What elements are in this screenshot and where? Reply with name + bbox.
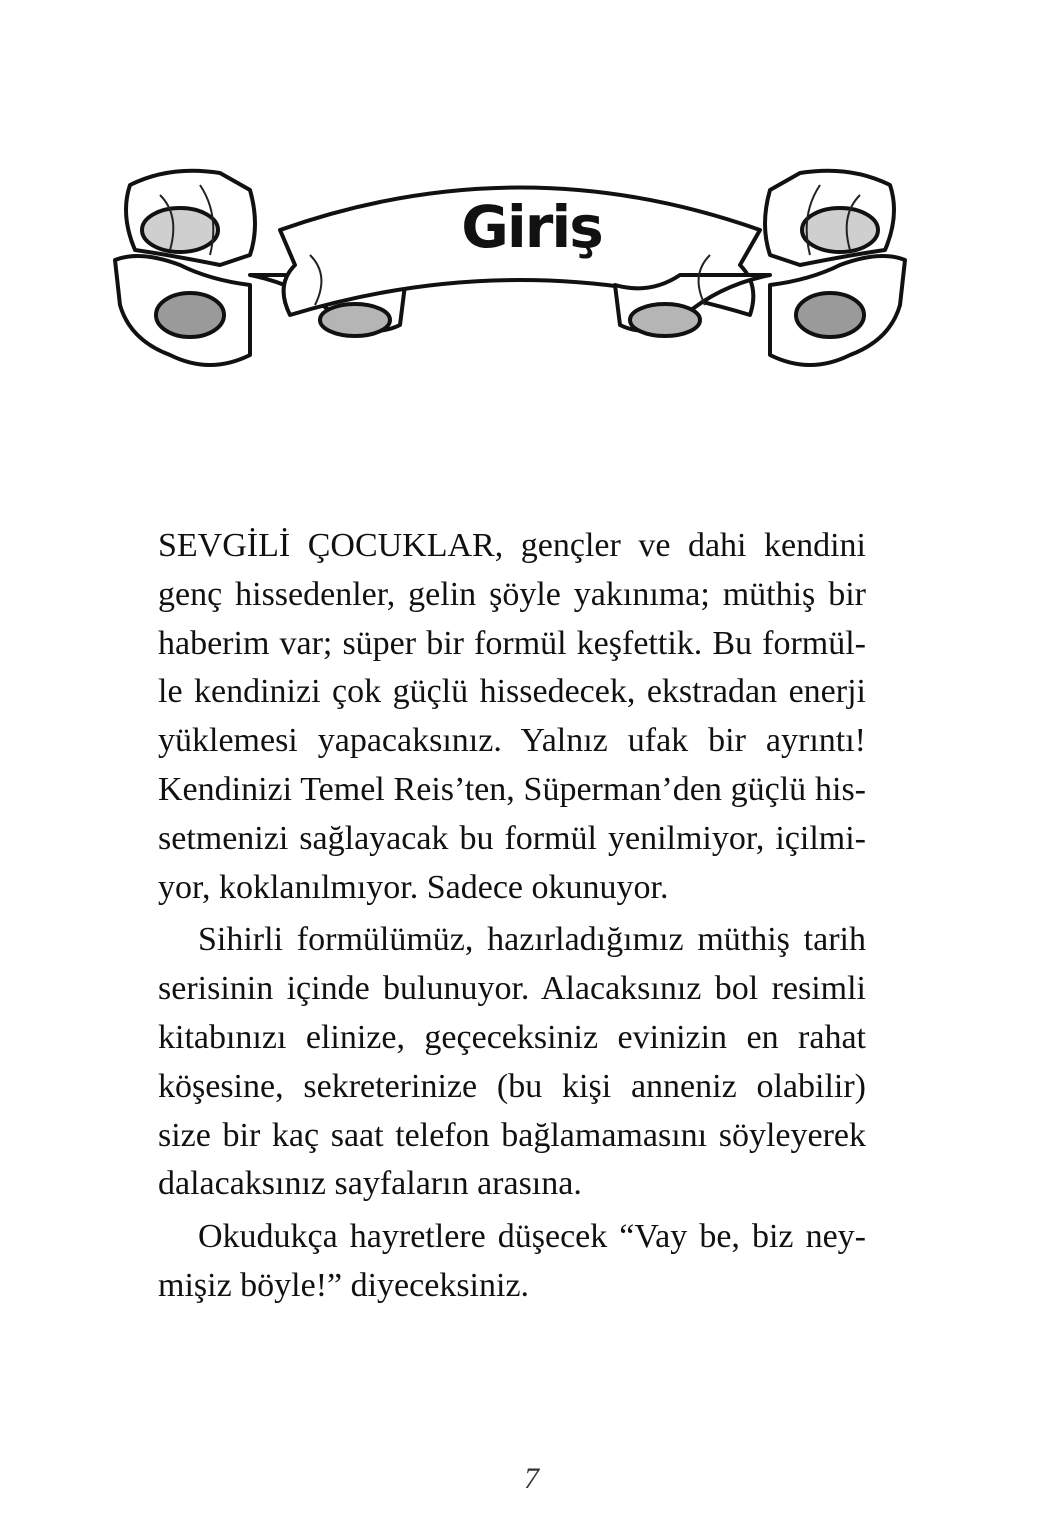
chapter-title: Giriş [461,193,602,261]
paragraph-2: Sihirli formülümüz, hazırladığımız müthiş tarih serisinin içinde bulunuyor. Alacaksınız bol resimli kitabınızı elinize, geçeceksiniz evinizin en rahat köşesine, sekreterinize (bu kişi anneniz olabilir) size bir kaç saat telefon bağlamamasını söyleyerek dalacaksınız sayfaların arasına. [158,921,866,1203]
body-text [158,522,866,1311]
paragraph-1: SEVGİLİ ÇOCUKLAR, gençler ve dahi kendini genç hissedenler, gelin şöyle yakınıma; müthiş bir haberim var; süper bir formül keşfettik. Bu formülle kendinizi çok güçlü hissedecek, ekstradan enerji yüklemesi yapacaksınız. Yalnız ufak bir ayrıntı! Kendinizi Temel Reis’ten, Süperman’den güçlü hissetmenizi sağlayacak bu formül yenilmiyor, içilmiyor, koklanılmıyor. Sadece okunuyor. [158,527,866,906]
page-number: 7 [524,1462,539,1495]
ribbon-banner-illustration [100,155,920,385]
ribbon-banner-svg [100,155,920,385]
paragraph-3: Okudukça hayretlere düşecek “Vay be, biz neymişiz böyle!” diyeceksiniz. [158,1218,866,1304]
